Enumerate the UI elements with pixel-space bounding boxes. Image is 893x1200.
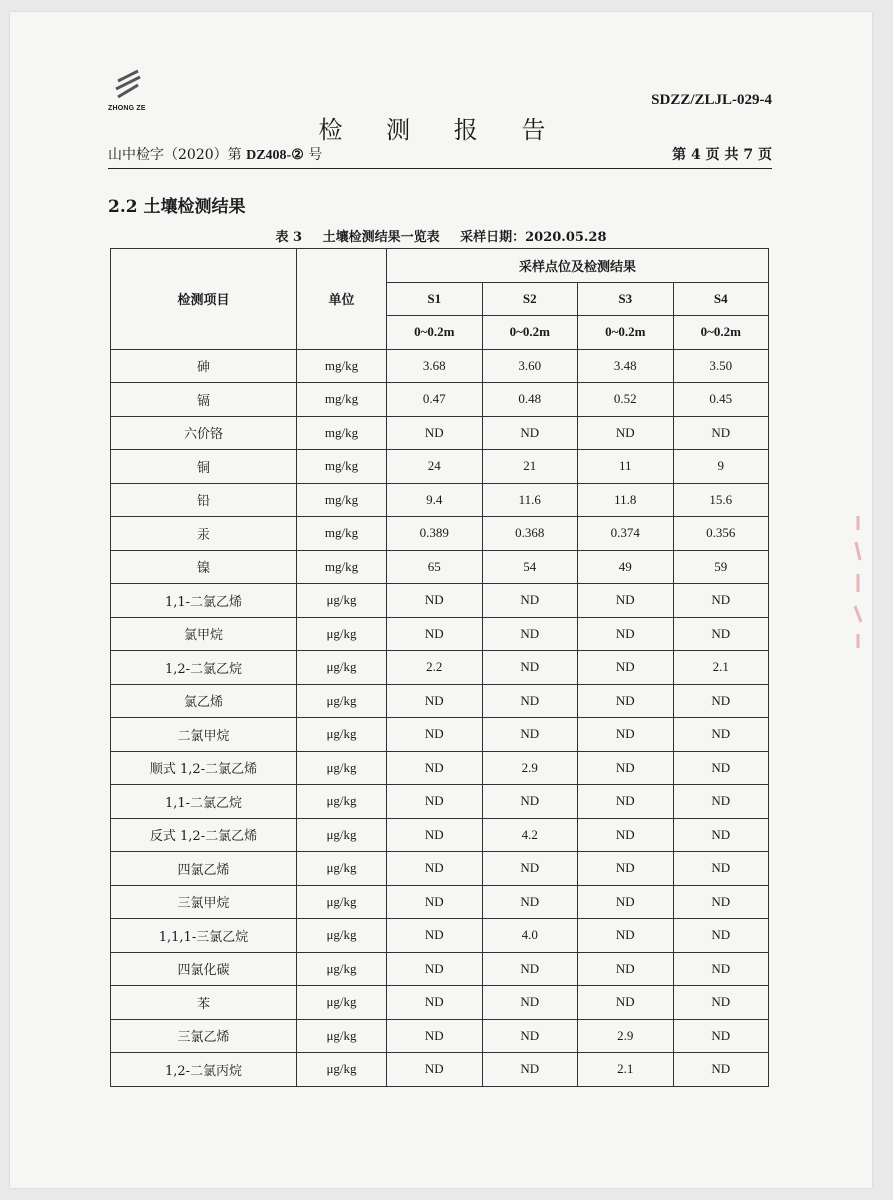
cell-unit: μg/kg [297,885,387,919]
cell-value: ND [578,684,674,718]
cell-value: ND [387,751,483,785]
cell-value: 49 [578,550,674,584]
cell-value: 11.6 [482,483,578,517]
cell-unit: μg/kg [297,818,387,852]
header-divider [108,168,772,169]
cell-item: 1,2-二氯丙烷 [111,1053,297,1087]
cell-unit: μg/kg [297,684,387,718]
cell-value: ND [482,986,578,1020]
cell-item: 1,2-二氯乙烷 [111,651,297,685]
cell-value: 9.4 [387,483,483,517]
cell-item: 1,1-二氯乙烯 [111,584,297,618]
cell-unit: μg/kg [297,1053,387,1087]
cell-value: ND [387,785,483,819]
cell-value: 9 [673,450,769,484]
cell-value: ND [673,785,769,819]
cell-unit: mg/kg [297,383,387,417]
cell-item: 氯甲烷 [111,617,297,651]
cell-item: 氯乙烯 [111,684,297,718]
cell-value: 59 [673,550,769,584]
header-site: S1 [387,282,483,316]
document-code: SDZZ/ZLJL-029-4 [651,92,772,108]
report-page [10,12,872,1188]
report-number-suffix: 号 [308,147,323,163]
cell-value: 54 [482,550,578,584]
cell-value: ND [482,684,578,718]
cell-value: ND [387,416,483,450]
table-row [111,517,769,551]
cell-unit: μg/kg [297,718,387,752]
cell-unit: μg/kg [297,852,387,886]
cell-value: 2.1 [673,651,769,685]
cell-value: 2.2 [387,651,483,685]
cell-value: 11 [578,450,674,484]
cell-unit: μg/kg [297,952,387,986]
table-row [111,416,769,450]
cell-value: ND [482,651,578,685]
cell-value: ND [578,584,674,618]
table-row [111,885,769,919]
cell-value: ND [673,852,769,886]
table-row [111,751,769,785]
cell-unit: μg/kg [297,584,387,618]
cell-value: ND [482,852,578,886]
header-sampling-group: 采样点位及检测结果 [387,249,769,283]
cell-unit: μg/kg [297,651,387,685]
cell-item: 铅 [111,483,297,517]
cell-value: 0.45 [673,383,769,417]
cell-unit: mg/kg [297,483,387,517]
table-row [111,718,769,752]
cell-value: ND [578,818,674,852]
cell-value: 0.389 [387,517,483,551]
results-table [110,248,769,1087]
cell-unit: mg/kg [297,550,387,584]
cell-unit: μg/kg [297,919,387,953]
table-row [111,684,769,718]
table-row [111,1019,769,1053]
table-row [111,617,769,651]
cell-value: 4.0 [482,919,578,953]
logo-text: ZHONG ZE [108,105,146,112]
table-caption-date: 采样日期：2020.05.28 [460,230,607,245]
cell-value: 11.8 [578,483,674,517]
document-title: 检 测 报 告 [318,116,564,144]
cell-item: 三氯乙烯 [111,1019,297,1053]
cell-value: 2.9 [578,1019,674,1053]
cell-item: 镍 [111,550,297,584]
header-site: S3 [578,282,674,316]
cell-unit: mg/kg [297,349,387,383]
table-row [111,483,769,517]
cell-value: 0.52 [578,383,674,417]
cell-value: ND [387,986,483,1020]
table-row [111,986,769,1020]
cell-unit: μg/kg [297,617,387,651]
cell-value: ND [387,1019,483,1053]
cell-item: 六价铬 [111,416,297,450]
header-depth: 0~0.2m [387,316,483,350]
table-row [111,584,769,618]
cell-value: 0.368 [482,517,578,551]
cell-value: 3.50 [673,349,769,383]
cell-item: 四氯化碳 [111,952,297,986]
cell-value: ND [673,919,769,953]
cell-value: ND [673,416,769,450]
cell-value: 4.2 [482,818,578,852]
cell-value: 0.356 [673,517,769,551]
cell-unit: mg/kg [297,517,387,551]
cell-item: 1,1,1-三氯乙烷 [111,919,297,953]
cell-value: 3.48 [578,349,674,383]
cell-item: 反式 1,2-二氯乙烯 [111,818,297,852]
table-caption [10,226,872,245]
cell-value: ND [578,852,674,886]
cell-value: ND [673,751,769,785]
cell-value: ND [673,1019,769,1053]
cell-value: ND [673,584,769,618]
table-row [111,651,769,685]
page-info: 第 4 页 共 7 页 [672,147,772,163]
cell-value: ND [387,718,483,752]
table-caption-label: 表 3 [275,230,303,245]
cell-item: 1,1-二氯乙烷 [111,785,297,819]
cell-item: 四氯乙烯 [111,852,297,886]
cell-value: ND [578,751,674,785]
cell-value: ND [578,885,674,919]
cell-value: 0.48 [482,383,578,417]
cell-value: ND [482,785,578,819]
cell-item: 铜 [111,450,297,484]
results-table-body [111,349,769,1086]
cell-value: ND [387,818,483,852]
cell-value: 2.9 [482,751,578,785]
cell-value: ND [578,416,674,450]
cell-value: ND [387,885,483,919]
table-row [111,952,769,986]
section-heading: 2.2 土壤检测结果 [108,197,246,217]
cell-value: ND [387,852,483,886]
header-depth: 0~0.2m [482,316,578,350]
cell-value: ND [673,718,769,752]
cell-value: ND [578,986,674,1020]
cell-value: 24 [387,450,483,484]
cell-item: 二氯甲烷 [111,718,297,752]
cell-value: ND [673,952,769,986]
cell-item: 苯 [111,986,297,1020]
table-row [111,818,769,852]
report-number-prefix: 山中检字（2020）第 [108,147,242,163]
header-depth: 0~0.2m [578,316,674,350]
cell-value: ND [578,617,674,651]
cell-item: 镉 [111,383,297,417]
table-row [111,919,769,953]
cell-unit: μg/kg [297,1019,387,1053]
cell-value: ND [387,952,483,986]
cell-value: ND [578,952,674,986]
cell-value: ND [387,584,483,618]
header-item: 检测项目 [111,249,297,350]
table-row [111,450,769,484]
cell-value: ND [673,986,769,1020]
cell-value: 15.6 [673,483,769,517]
cell-value: ND [578,718,674,752]
cell-unit: μg/kg [297,986,387,1020]
cell-unit: mg/kg [297,416,387,450]
cell-item: 三氯甲烷 [111,885,297,919]
table-caption-title: 土壤检测结果一览表 [322,230,440,245]
cell-item: 顺式 1,2-二氯乙烯 [111,751,297,785]
header-depth: 0~0.2m [673,316,769,350]
cell-value: ND [578,651,674,685]
cell-value: ND [578,785,674,819]
cell-value: 0.374 [578,517,674,551]
cell-value: ND [482,416,578,450]
cell-value: 3.68 [387,349,483,383]
cell-unit: μg/kg [297,785,387,819]
header-site: S2 [482,282,578,316]
cell-value: 3.60 [482,349,578,383]
cell-value: ND [673,1053,769,1087]
header-site: S4 [673,282,769,316]
header-unit: 单位 [297,249,387,350]
cell-value: ND [482,1053,578,1087]
table-row [111,550,769,584]
table-row [111,852,769,886]
table-row [111,349,769,383]
table-row [111,1053,769,1087]
cell-item: 砷 [111,349,297,383]
cell-value: ND [387,1053,483,1087]
cell-unit: μg/kg [297,751,387,785]
cell-value: ND [673,885,769,919]
cell-value: ND [673,818,769,852]
report-number [108,144,322,164]
cell-value: ND [673,617,769,651]
red-stamp-mark-icon [850,512,866,652]
cell-value: 2.1 [578,1053,674,1087]
cell-value: ND [482,885,578,919]
cell-value: ND [482,718,578,752]
cell-value: ND [387,919,483,953]
cell-value: 65 [387,550,483,584]
table-row [111,785,769,819]
cell-value: ND [387,617,483,651]
table-row [111,383,769,417]
cell-value: ND [387,684,483,718]
cell-item: 汞 [111,517,297,551]
cell-value: ND [482,952,578,986]
cell-value: 0.47 [387,383,483,417]
zhongze-logo-icon [108,67,148,103]
cell-value: ND [673,684,769,718]
cell-value: ND [578,919,674,953]
report-number-code: DZ408-② [246,148,304,163]
cell-value: ND [482,617,578,651]
cell-value: ND [482,584,578,618]
cell-value: ND [482,1019,578,1053]
cell-unit: mg/kg [297,450,387,484]
cell-value: 21 [482,450,578,484]
